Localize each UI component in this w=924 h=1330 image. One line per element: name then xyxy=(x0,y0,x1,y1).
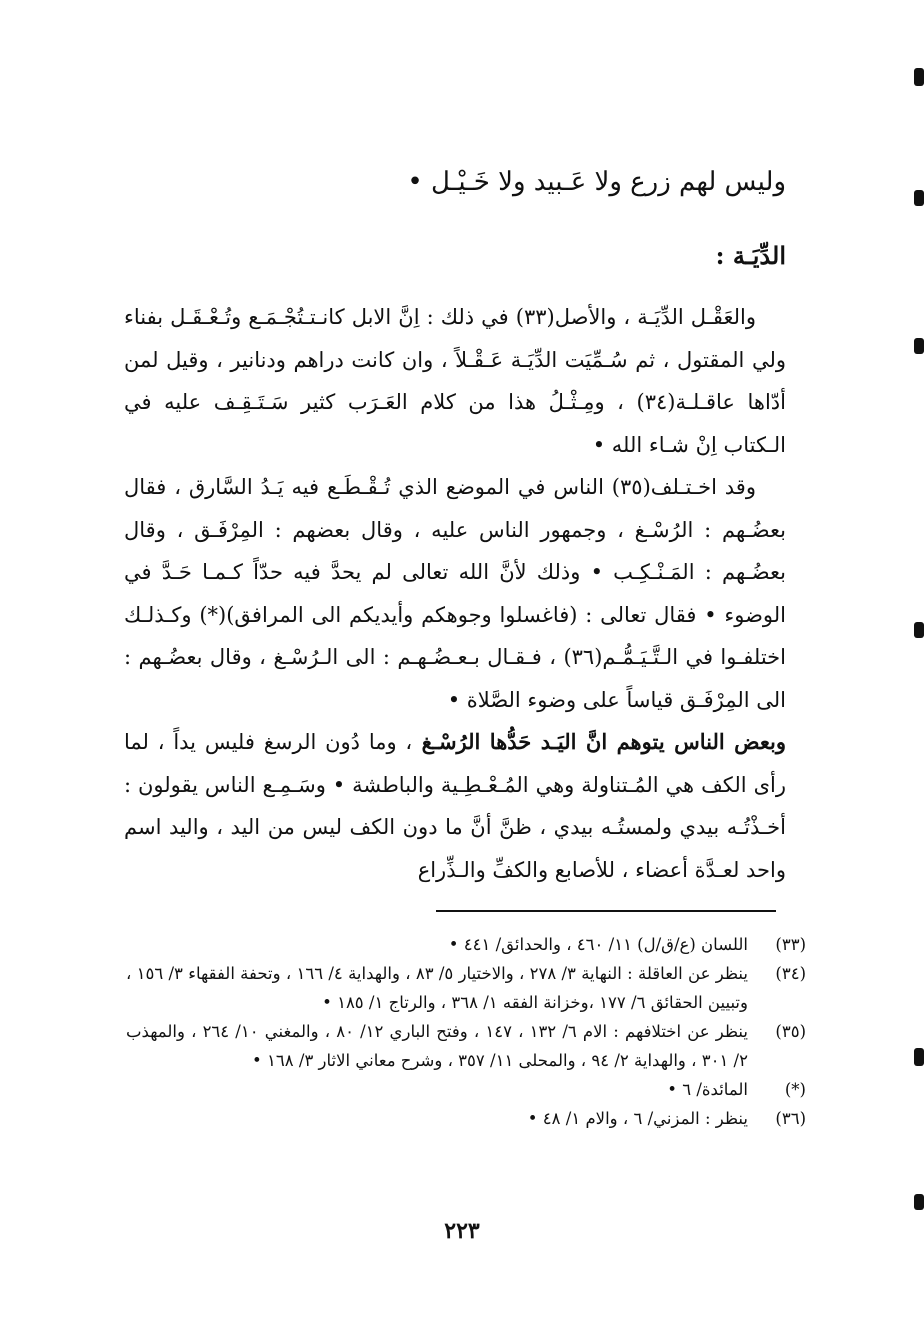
footnote-33 xyxy=(126,930,806,959)
binding-hole-mark xyxy=(914,68,924,86)
footnote-text: ينظر عن العاقلة : النهاية ٣/ ٢٧٨ ، والاختيار ٥/ ٨٣ ، والهداية ٤/ ١٦٦ ، وتحفة الفقهاء ٣/ ١٥٦ ، وتبيين الحقائق ٦/ ١٧٧ ،وخزانة الفقه ١/ ٣٦٨ ، والرتاج ١/ ١٨٥ • xyxy=(126,964,748,1012)
footnote-star xyxy=(126,1075,806,1104)
footnote-text: ينظر عن اختلافهم : الام ٦/ ١٣٢ ، ١٤٧ ، وفتح الباري ١٢/ ٨٠ ، والمغني ١٠/ ٢٦٤ ، والمهذب ٢/ ٣٠١ ، والهداية ٢/ ٩٤ ، والمحلى ١١/ ٣٥٧ ، وشرح معاني الاثار ٣/ ١٦٨ • xyxy=(126,1022,749,1070)
section-heading: الدِّيَـة : xyxy=(715,241,786,270)
page-number: ٢٢٣ xyxy=(444,1218,480,1244)
footnote-number: (*) xyxy=(784,1080,806,1099)
verse-line: وليس لهم زرع ولا عَـبيد ولا خَـيْـل • xyxy=(407,167,786,197)
binding-hole-mark xyxy=(914,190,924,206)
footnote-35 xyxy=(126,1017,806,1075)
footnote-divider xyxy=(436,910,776,912)
binding-hole-mark xyxy=(914,622,924,638)
body-text xyxy=(124,296,786,891)
paragraph-qat: وقد اخـتـلف(٣٥) الناس في الموضع الذي تُـقْـطَـع فيه يَـدُ السَّارق ، فقال بعضُـهم : الرُسْـغ ، وجمهور الناس عليه ، وقال بعضهم : المِرْفَـق ، وقال بعضُـهم : المَـنْـكِـب • وذلك لأنَّ الله تعالى لم يحدَّ فيه حدّاً كـمـا حَـدَّ في الوضوء • فقال تعالى : (فاغسلوا وجوهكم وأيديكم الى المرافق)(*) وكـذلـك اختلفـوا في الـتَّـيَـمُّـم(٣٦) ، فـقـال بـعـضُـهـم : الى الـرُسْـغ ، وقال بعضُـهم : الى المِرْفَـق قياساً على وضوء الصَّلاة • xyxy=(124,475,786,712)
bold-lead-phrase: وبعض الناس يتوهم انَّ اليَـد حَدُّها الرُسْـغ xyxy=(412,729,786,754)
footnote-number: (٣٥) xyxy=(775,1022,806,1041)
footnote-number: (٣٦) xyxy=(775,1109,806,1128)
paragraph-aql: والعَقْـل الدِّيَـة ، والأصل(٣٣) في ذلك : اِنَّ الابل كانـتـتُجْـمَـع وتُـعْـقَـل بفناء ولي المقتول ، ثم سُـمِّيَت الدِّيَـة عَـقْـلاً ، وان كانت دراهم ودنانير ، وقيل لمن أدّاها عاقـلـة(٣٤) ، ومِـثْـلُ هذا من كلام العَـرَب كثير سَـتَـقِـف عليه في الـكتاب اِنْ شـاء الله • xyxy=(124,305,786,457)
footnote-36 xyxy=(126,1104,806,1133)
binding-hole-mark xyxy=(914,1048,924,1066)
binding-hole-mark xyxy=(914,1194,924,1210)
footnote-text: المائدة/ ٦ • xyxy=(667,1080,748,1099)
footnote-34 xyxy=(126,959,806,1017)
footnote-text: ينظر : المزني/ ٦ ، والام ١/ ٤٨ • xyxy=(527,1109,748,1128)
binding-hole-mark xyxy=(914,338,924,354)
footnote-number: (٣٣) xyxy=(775,935,806,954)
footnote-number: (٣٤) xyxy=(775,964,806,983)
footnotes xyxy=(126,930,806,1133)
footnote-text: اللسان (ع/ق/ل) ١١/ ٤٦٠ ، والحدائق/ ٤٤١ • xyxy=(448,935,748,954)
paragraph-yad: وبعض الناس يتوهم انَّ اليَـد حَدُّها الرُسْـغ ، وما دُون الرسغ فليس يداً ، لما رأى الكف هي المُـتناولة وهي المُـعْـطِـية والباطشة • وسَـمِـع الناس يقولون : أخـذْتُـه بيدي ولمستُـه بيدي ، ظنَّ أنَّ ما دون الكف ليس من اليد ، واليد اسم واحد لعـدَّة أعضاء ، للأصابع والكفِّ والـذِّراع xyxy=(124,729,786,882)
